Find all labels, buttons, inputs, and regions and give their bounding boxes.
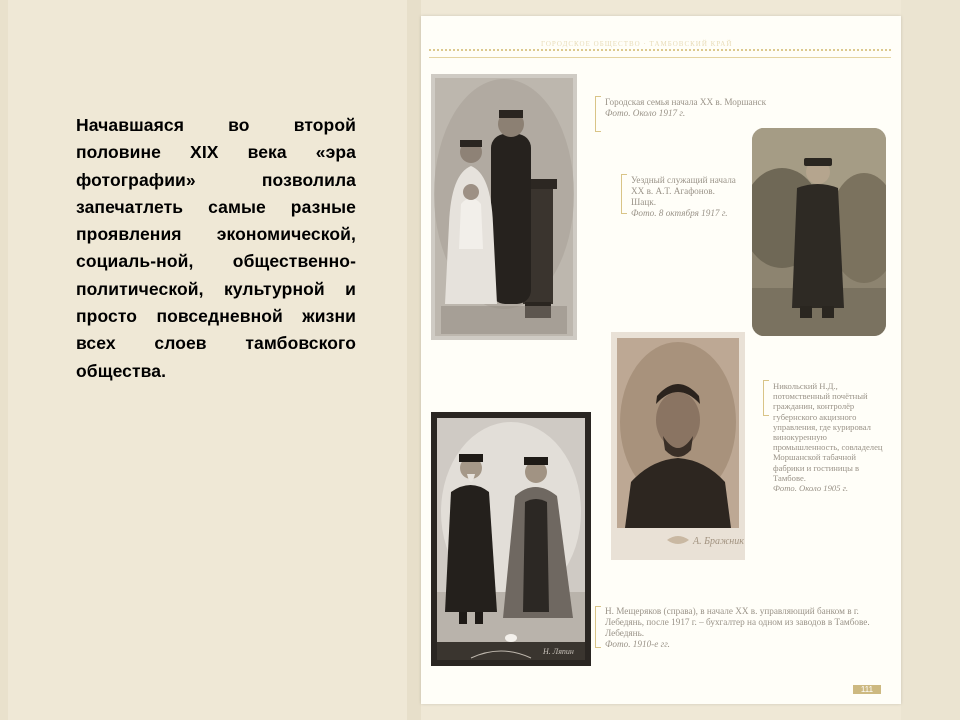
background-stripe [901, 0, 960, 720]
caption-bracket [595, 96, 601, 132]
caption-text: Городская семья начала XX в. Моршанск [605, 97, 767, 107]
background-stripe [0, 0, 8, 720]
caption-bracket [621, 174, 627, 214]
header-rule [429, 49, 891, 58]
caption-bracket [595, 606, 601, 648]
caption-text: Н. Мещеряков (справа), в начале XX в. управляющий банком в г. Лебедянь, после 1917 г. – бухгалтер на одном из заводов в Тамбове. Лебедянь. [605, 606, 870, 638]
book-page [421, 16, 901, 704]
photo-two-men [431, 412, 591, 666]
caption-family [605, 97, 785, 119]
background-stripe [407, 0, 421, 720]
page-header: ГОРОДСКОЕ ОБЩЕСТВО · ТАМБОВСКИЙ КРАЙ [541, 40, 733, 48]
caption-meshcheryakov [605, 606, 871, 650]
photo-studio-mark: Н. Ляпин [543, 647, 574, 656]
caption-nikolsky [773, 381, 885, 493]
caption-date: Фото. Около 1905 г. [773, 483, 849, 494]
caption-bracket [763, 380, 769, 416]
caption-date: Фото. Около 1917 г. [605, 108, 686, 118]
photo-clerk [752, 128, 886, 336]
caption-clerk [631, 175, 741, 219]
caption-date: Фото. 1910-е гг. [605, 639, 670, 649]
photo-portrait [611, 332, 745, 560]
slide-main-text: Начавшаяся во второй половине XIX века «эра фотографии» позволила запечатлеть самые разные проявления экономической, социаль-ной, общественно-политической, культурной и просто повседневной жизни всех слоев тамбовского общества. [76, 115, 356, 381]
caption-text: Никольский Н.Д., потомственный почётный гражданин, контролёр губернского акцизного управления, где курировал винокуренную промышленность, совладелец Моршанской табачной фабрики и гостиницы в Тамбове. [773, 381, 883, 483]
photo-family [431, 74, 577, 340]
page-number: 111 [853, 685, 881, 694]
caption-date: Фото. 8 октября 1917 г. [631, 208, 728, 218]
photo-studio-signature: А. Бражник [693, 536, 744, 547]
caption-text: Уездный служащий начала XX в. А.Т. Агафонов. Шацк. [631, 175, 736, 207]
